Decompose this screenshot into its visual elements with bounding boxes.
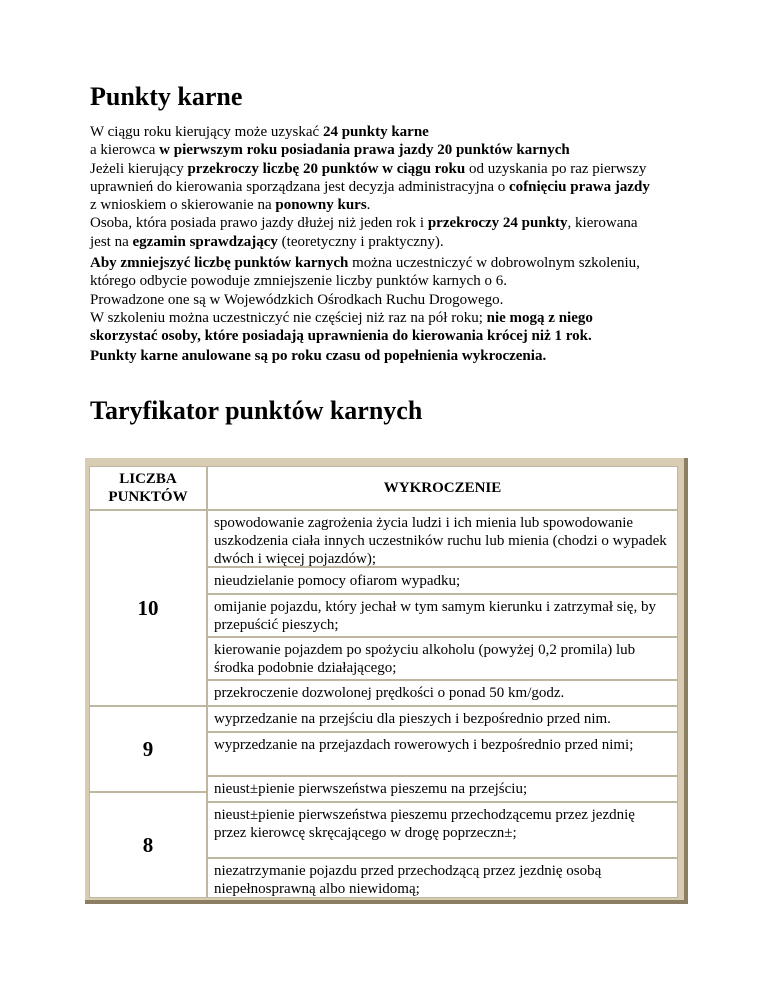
table-row: nieust±pienie pierwszeństwa pieszemu przechodzącemu przez jezdnię przez kierowcę skręcającego w drogę poprzeczn±; <box>207 802 678 858</box>
table-row: kierowanie pojazdem po spożyciu alkoholu (powyżej 0,2 promila) lub środka podobnie działającego; <box>207 637 678 680</box>
points-group-9: 9 <box>89 706 207 792</box>
points-group-10: 10 <box>89 510 207 706</box>
paragraph-expiry: Punkty karne anulowane są po roku czasu od popełnienia wykroczenia. <box>90 348 547 364</box>
penalty-points-table <box>85 458 688 904</box>
header-points: LICZBA PUNKTÓW <box>89 466 207 510</box>
page-title: Punkty karne <box>90 82 243 111</box>
table-row: wyprzedzanie na przejazdach rowerowych i bezpośrednio przed nimi; <box>207 732 678 776</box>
table-row: niezatrzymanie pojazdu przed przechodzącą przez jezdnię osobą niepełnosprawną albo niewidomą; <box>207 858 678 898</box>
section-title-tariff: Taryfikator punktów karnych <box>90 396 423 425</box>
points-group-8: 8 <box>89 792 207 898</box>
paragraph-rules: W ciągu roku kierujący może uzyskać 24 punkty karne a kierowca w pierwszym roku posiadania prawa jazdy 20 punktów karnych Jeżeli kierujący przekroczy liczbę 20 punktów w ciągu roku od uzyskania po raz pierwszy uprawnień do kierowania sporządzana jest decyzja administracyjna o cofnięciu prawa jazdy z wnioskiem o skierowanie na ponowny kurs. Osoba, która posiada prawo jazdy dłużej niż jeden rok i przekroczy 24 punkty, kierowana jest na egzamin sprawdzający (teoretyczny i praktyczny). <box>90 124 650 250</box>
header-offense: WYKROCZENIE <box>207 466 678 510</box>
paragraph-training: Aby zmniejszyć liczbę punktów karnych można uczestniczyć w dobrowolnym szkoleniu, którego odbycie powoduje zmniejszenie liczby punktów karnych o 6. Prowadzone one są w Wojewódzkich Ośrodkach Ruchu Drogowego. W szkoleniu można uczestniczyć nie częściej niż raz na pół roku; nie mogą z niego skorzystać osoby, które posiadają uprawnienia do kierowania krócej niż 1 rok. <box>90 255 640 345</box>
table-row: omijanie pojazdu, który jechał w tym samym kierunku i zatrzymał się, by przepuścić pieszych; <box>207 594 678 637</box>
table-row: wyprzedzanie na przejściu dla pieszych i bezpośrednio przed nim. <box>207 706 678 732</box>
table-row: nieudzielanie pomocy ofiarom wypadku; <box>207 567 678 594</box>
table-row: nieust±pienie pierwszeństwa pieszemu na przejściu; <box>207 776 678 802</box>
table-row: spowodowanie zagrożenia życia ludzi i ich mienia lub spowodowanie uszkodzenia ciała innych uczestników ruchu lub mienia (chodzi o wypadek dwóch i więcej pojazdów); <box>207 510 678 567</box>
table-row: przekroczenie dozwolonej prędkości o ponad 50 km/godz. <box>207 680 678 706</box>
